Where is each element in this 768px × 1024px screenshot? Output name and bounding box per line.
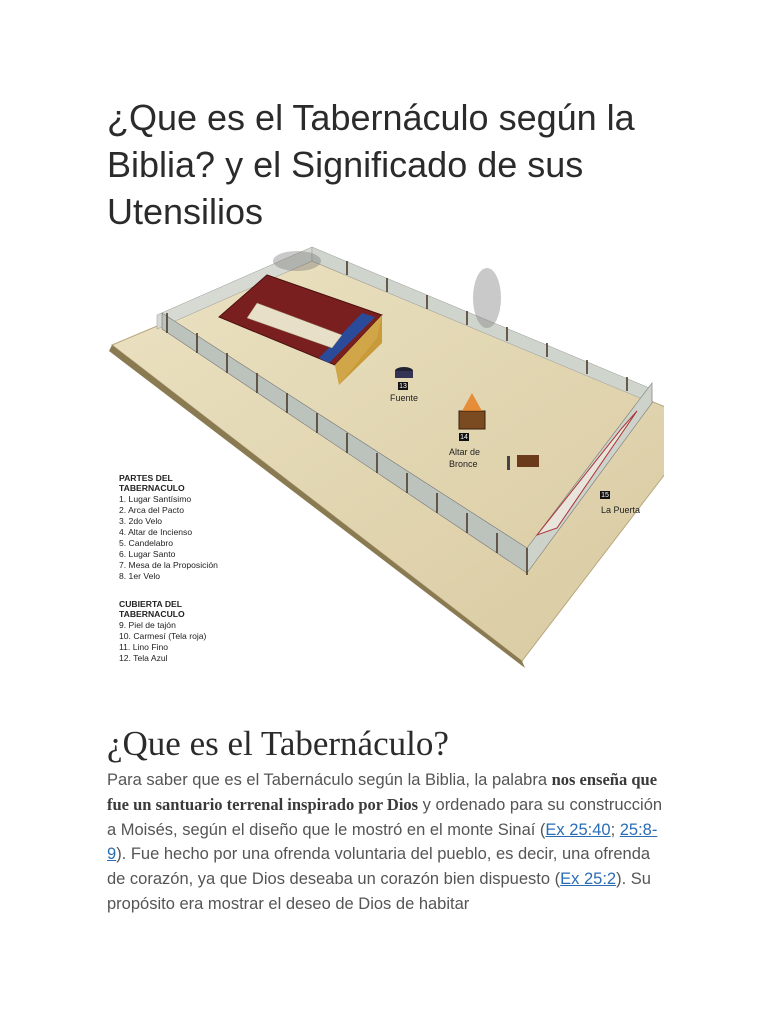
section-heading: ¿Que es el Tabernáculo? bbox=[107, 724, 449, 763]
legend-cover-heading-2: TABERNACULO bbox=[119, 609, 185, 619]
tabernacle-illustration bbox=[107, 243, 664, 681]
article-paragraph bbox=[107, 768, 667, 917]
legend-cover-item: 10. Carmesí (Tela roja) bbox=[119, 631, 207, 641]
tabernacle-diagram bbox=[107, 243, 664, 681]
ox bbox=[517, 455, 539, 467]
priest bbox=[507, 456, 510, 470]
legend-part: 7. Mesa de la Proposición bbox=[119, 560, 218, 570]
paragraph-text: y ordenado para su construcción a Moisés, según el diseño que le mostró en el monte Sinaí ( bbox=[107, 795, 663, 839]
paragraph-emphasis: nos enseña que fue un santuario terrenal inspirado por Dios bbox=[107, 770, 658, 814]
scripture-link-25-8-9[interactable]: 25:8-9 bbox=[107, 820, 658, 864]
legend-part: 2. Arca del Pacto bbox=[119, 505, 184, 515]
legend-part: 5. Candelabro bbox=[119, 538, 173, 548]
paragraph-text: ). Su propósito era mostrar el deseo de Dios de habitar bbox=[107, 870, 651, 913]
label-fuente: Fuente bbox=[390, 393, 419, 403]
legend-cover-heading-1: CUBIERTA DEL bbox=[119, 599, 183, 609]
legend-part: 6. Lugar Santo bbox=[119, 549, 176, 559]
legend-cover-item: 9. Piel de tajón bbox=[119, 620, 176, 630]
label-altar-1: Altar de bbox=[449, 447, 481, 457]
legend-part: 8. 1er Velo bbox=[119, 571, 161, 581]
legend-parts-heading-1: PARTES DEL bbox=[119, 473, 173, 483]
paragraph-text: Para saber que es el Tabernáculo según la Biblia, la palabra bbox=[107, 771, 552, 789]
legend-part: 4. Altar de Incienso bbox=[119, 527, 193, 537]
paragraph-text: ; bbox=[610, 820, 620, 839]
marker-15: 15 bbox=[601, 492, 609, 499]
article-title: ¿Que es el Tabernáculo según la Biblia? y el Significado de sus Utensilios bbox=[107, 97, 635, 232]
legend-cover-item: 11. Lino Fino bbox=[119, 642, 169, 652]
legend-part: 3. 2do Velo bbox=[119, 516, 163, 526]
scripture-link-ex-25-2[interactable]: Ex 25:2 bbox=[560, 870, 617, 889]
marker-14: 14 bbox=[460, 434, 468, 441]
label-altar-2: Bronce bbox=[449, 459, 478, 469]
marker-13: 13 bbox=[399, 383, 407, 390]
legend-cover-item: 12. Tela Azul bbox=[119, 653, 168, 663]
smoke bbox=[473, 268, 501, 328]
label-puerta: La Puerta bbox=[601, 505, 641, 515]
paragraph-text: ). Fue hecho por una ofrenda voluntaria del pueblo, es decir, una ofrenda de corazón, ya que Dios deseaba un corazón bien dispuesto ( bbox=[107, 845, 651, 889]
legend-part: 1. Lugar Santísimo bbox=[119, 494, 192, 504]
legend bbox=[119, 473, 218, 663]
scripture-link-ex-25-40[interactable]: Ex 25:40 bbox=[545, 820, 611, 839]
bronze-altar bbox=[459, 411, 485, 429]
legend-parts-heading-2: TABERNACULO bbox=[119, 483, 185, 493]
